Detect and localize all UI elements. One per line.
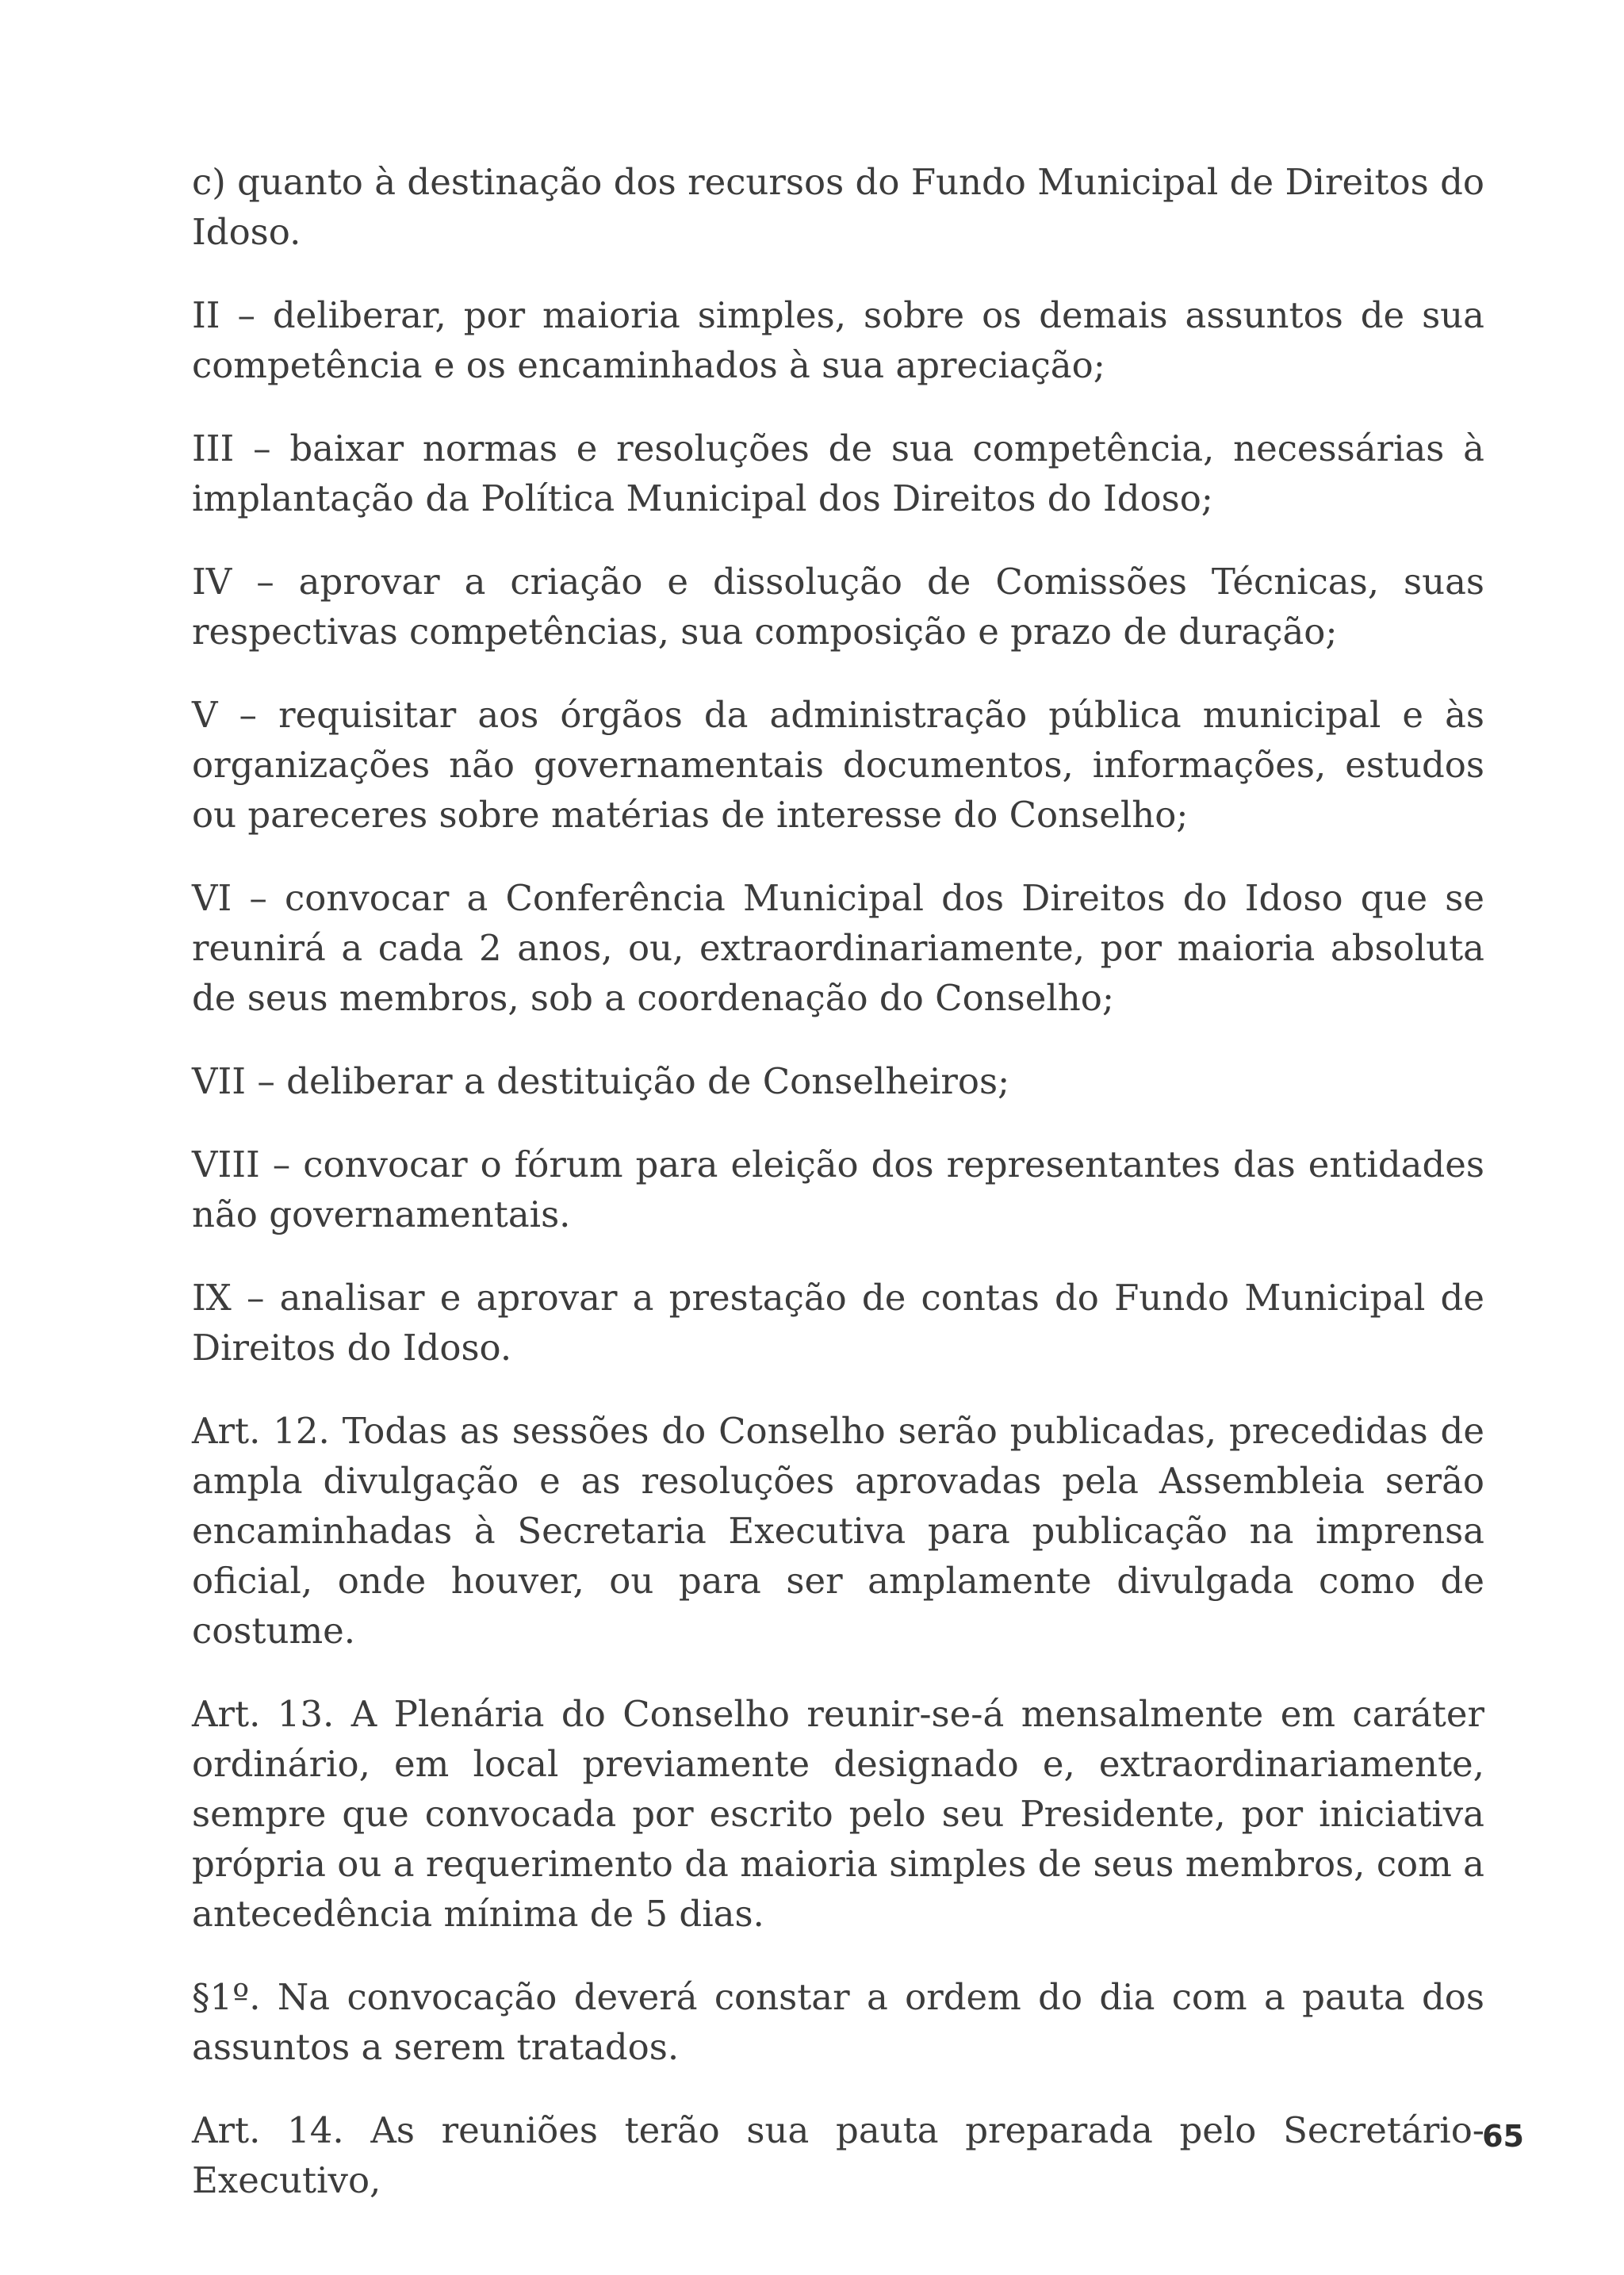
paragraph-item-c: c) quanto à destinação dos recursos do Fundo Municipal de Direitos do Idoso.	[192, 161, 1484, 253]
paragraph-item-iv: IV – aprovar a criação e dissolução de Comissões Técnicas, suas respectivas competências, sua composição e prazo de duração;	[192, 561, 1484, 653]
paragraph-item-ix: IX – analisar e aprovar a prestação de contas do Fundo Municipal de Direitos do Idoso.	[192, 1277, 1484, 1369]
paragraph-item-viii: VIII – convocar o fórum para eleição dos representantes das entidades não governamentais.	[192, 1143, 1484, 1235]
paragraph-item-ii: II – deliberar, por maioria simples, sobre os demais assuntos de sua competência e os encaminhados à sua apreciação;	[192, 294, 1484, 386]
paragraph-item-iii: III – baixar normas e resoluções de sua competência, necessárias à implantação da Política Municipal dos Direitos do Idoso;	[192, 427, 1484, 519]
paragraph-item-v: V – requisitar aos órgãos da administração pública municipal e às organizações não governamentais documentos, informações, estudos ou pareceres sobre matérias de interesse do Conselho;	[192, 694, 1484, 836]
paragraph-item-vi: VI – convocar a Conferência Municipal dos Direitos do Idoso que se reunirá a cada 2 anos, ou, extraordinariamente, por maioria absoluta de seus membros, sob a coordenação do Conselho;	[192, 877, 1484, 1019]
paragraph-section-1: §1º. Na convocação deverá constar a ordem do dia com a pauta dos assuntos a serem tratados.	[192, 1976, 1484, 2068]
paragraph-art-12: Art. 12. Todas as sessões do Conselho serão publicadas, precedidas de ampla divulgação e as resoluções aprovadas pela Assembleia serão encaminhadas à Secretaria Executiva para publicação na imprensa oficial, onde houver, ou para ser amplamente divulgada como de costume.	[192, 1410, 1484, 1652]
page-number: 65	[1482, 2119, 1524, 2154]
paragraph-art-14: Art. 14. As reuniões terão sua pauta preparada pelo Secretário-Executivo,	[192, 2109, 1484, 2201]
paragraph-art-13: Art. 13. A Plenária do Conselho reunir-se-á mensalmente em caráter ordinário, em local previamente designado e, extraordinariamente, sempre que convocada por escrito pelo seu Presidente, por iniciativa própria ou a requerimento da maioria simples de seus membros, com a antecedência mínima de 5 dias.	[192, 1693, 1484, 1935]
body-text	[192, 157, 1484, 2239]
paragraph-item-vii: VII – deliberar a destituição de Conselheiros;	[192, 1060, 1010, 1102]
